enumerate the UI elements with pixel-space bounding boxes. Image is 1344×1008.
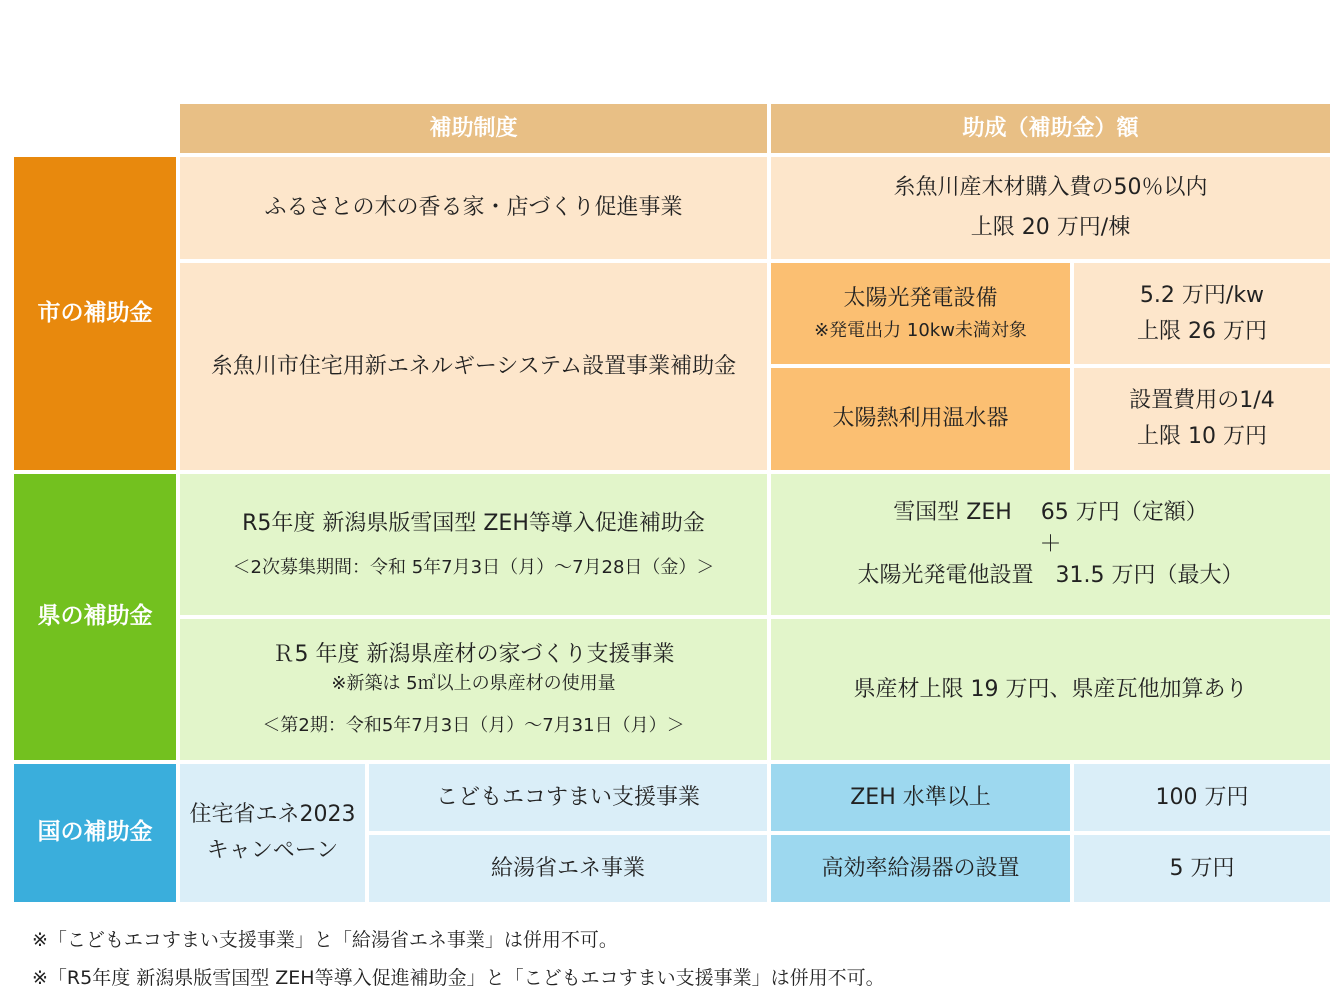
city-solar-equipment-note: ※発電出力 10kw未満対象 <box>814 320 1027 342</box>
prefecture-row1-scheme <box>180 474 767 615</box>
city-solar-water-heater-label: 太陽熱利用温水器 <box>832 406 1009 432</box>
national-campaign-line1: 住宅省エネ2023 <box>189 802 356 828</box>
national-row2-scheme-name: 給湯省エネ事業 <box>490 855 645 881</box>
header-subsidy-scheme <box>180 104 767 153</box>
prefecture-row2-note: ※新築は 5㎥以上の県産材の使用量 <box>331 673 616 695</box>
city-row1-amount-line1: 糸魚川産木材購入費の50％以内 <box>893 175 1208 201</box>
prefecture-subsidy-label-text: 県の補助金 <box>37 603 153 630</box>
city-solar-equipment <box>771 263 1070 364</box>
prefecture-row1-amount-line1: 雪国型 ZEH 65 万円（定額） <box>893 499 1208 525</box>
header-subsidy-scheme-label: 補助制度 <box>429 115 518 141</box>
prefecture-row2-scheme <box>180 619 767 760</box>
city-row1-scheme <box>180 157 767 259</box>
national-row1-amount <box>1074 764 1330 831</box>
city-solar-water-heater <box>771 368 1070 470</box>
prefecture-row1-amount <box>771 474 1330 615</box>
prefecture-row2-scheme-name: Ｒ5 年度 新潟県産材の家づくり支援事業 <box>272 642 675 668</box>
prefecture-row1-amount-plus: ＋ <box>1039 531 1062 557</box>
prefecture-row2-period: ＜第2期：令和5年7月3日（月）～7月31日（月）＞ <box>262 715 685 737</box>
city-solar-amount-line2: 上限 26 万円 <box>1137 318 1267 344</box>
national-row2-condition <box>771 835 1070 902</box>
city-subsidy-label-text: 市の補助金 <box>37 299 153 326</box>
national-row2-condition-text: 高効率給湯器の設置 <box>821 855 1020 881</box>
national-row2-amount-text: 5 万円 <box>1169 855 1235 881</box>
national-row1-condition-text: ZEH 水準以上 <box>850 784 991 810</box>
prefecture-row1-amount-line2: 太陽光発電他設置 31.5 万円（最大） <box>857 563 1244 589</box>
city-row1-amount-line2: 上限 20 万円/棟 <box>970 215 1131 240</box>
prefecture-subsidy-label <box>14 474 176 760</box>
city-row1-amount <box>771 157 1330 259</box>
prefecture-row1-scheme-name: R5年度 新潟県版雪国型 ZEH等導入促進補助金 <box>242 510 705 536</box>
city-solar-equipment-label: 太陽光発電設備 <box>843 285 998 311</box>
city-row2-scheme <box>180 263 767 470</box>
national-row1-amount-text: 100 万円 <box>1155 784 1249 810</box>
national-row1-scheme-name: こどもエコすまい支援事業 <box>435 784 700 810</box>
city-solar-amount <box>1074 263 1330 364</box>
header-subsidy-amount-label: 助成（補助金）額 <box>962 115 1139 141</box>
national-row1-condition <box>771 764 1070 831</box>
city-heater-amount-line2: 上限 10 万円 <box>1137 424 1267 449</box>
prefecture-row2-amount <box>771 619 1330 760</box>
national-campaign <box>180 764 365 902</box>
footnote-2: ※「R5年度 新潟県版雪国型 ZEH等導入促進補助金」と「こどもエコすまい支援事業」は併用不可。 <box>32 967 885 989</box>
header-subsidy-amount <box>771 104 1330 153</box>
city-heater-amount-line1: 設置費用の1/4 <box>1129 388 1275 414</box>
national-row2-scheme <box>369 835 767 902</box>
city-solar-amount-line1: 5.2 万円/kw <box>1139 282 1265 308</box>
footnote-1: ※「こどもエコすまい支援事業」と「給湯省エネ事業」は併用不可。 <box>32 929 618 951</box>
prefecture-row1-period: ＜2次募集期間：令和 5年7月3日（月）～7月28日（金）＞ <box>232 557 715 579</box>
national-subsidy-label <box>14 764 176 902</box>
city-row2-scheme-name: 糸魚川市住宅用新エネルギーシステム設置事業補助金 <box>210 353 737 379</box>
city-row1-scheme-name: ふるさとの木の香る家・店づくり促進事業 <box>264 195 683 221</box>
city-subsidy-label <box>14 157 176 470</box>
national-row1-scheme <box>369 764 767 831</box>
prefecture-row2-amount-text: 県産材上限 19 万円、県産瓦他加算あり <box>853 676 1248 702</box>
city-heater-amount <box>1074 368 1330 470</box>
national-row2-amount <box>1074 835 1330 902</box>
national-campaign-line2: キャンペーン <box>206 838 339 863</box>
national-subsidy-label-text: 国の補助金 <box>37 819 153 846</box>
